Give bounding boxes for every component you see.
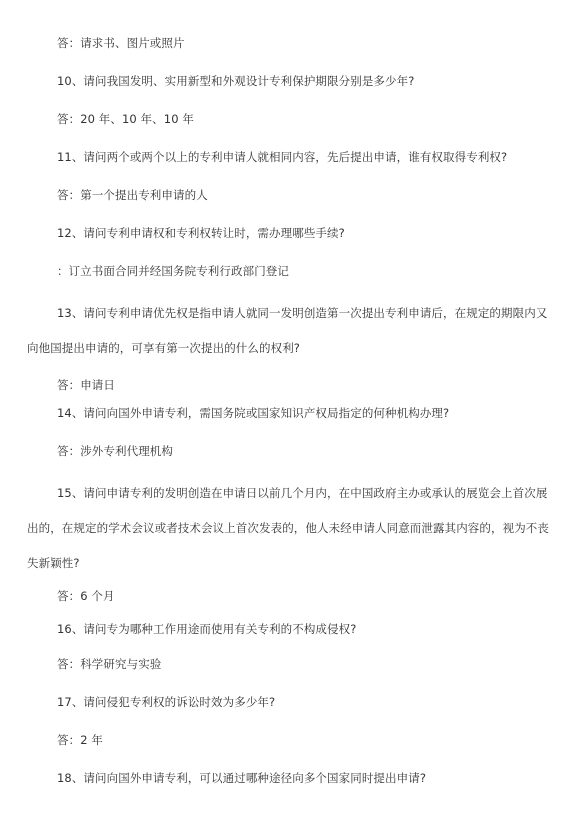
answer-14: 答：涉外专利代理机构 [57,444,173,458]
question-12: 12、请问专利申请权和专利权转让时，需办理哪些手续? [57,226,345,240]
question-15: 15、请问申请专利的发明创造在申请日以前几个月内，在中国政府主办或承认的展览会上首次展出的，在规定的学术会议或者技术会议上首次发表的，他人未经申请人同意而泄露其内容的，视为不丧失新颖性? [27,486,549,570]
question-11: 11、请问两个或两个以上的专利申请人就相同内容，先后提出申请，谁有权取得专利权? [57,150,508,164]
answer-9: 答：请求书、图片或照片 [57,36,185,50]
answer-17: 答：2 年 [57,733,103,747]
answer-13: 答：申请日 [57,378,115,392]
question-13: 13、请问专利申请优先权是指申请人就同一发明创造第一次提出专利申请后，在规定的期限内又向他国提出申请的，可享有第一次提出的什么的权利? [27,306,548,355]
answer-11: 答：第一个提出专利申请的人 [57,188,208,202]
question-17: 17、请问侵犯专利权的诉讼时效为多少年? [57,695,276,709]
answer-10: 答：20 年、10 年、10 年 [57,112,194,126]
answer-15: 答：6 个月 [57,589,115,603]
answer-16: 答：科学研究与实验 [57,657,162,671]
answer-12: ：订立书面合同并经国务院专利行政部门登记 [57,264,289,278]
question-14: 14、请问向国外申请专利，需国务院或国家知识产权局指定的何种机构办理? [57,406,450,420]
question-10: 10、请问我国发明、实用新型和外观设计专利保护期限分别是多少年? [57,74,415,88]
question-18: 18、请问向国外申请专利，可以通过哪种途径向多个国家同时提出申请? [57,771,427,785]
question-16: 16、请问专为哪种工作用途而使用有关专利的不构成侵权? [57,622,357,636]
